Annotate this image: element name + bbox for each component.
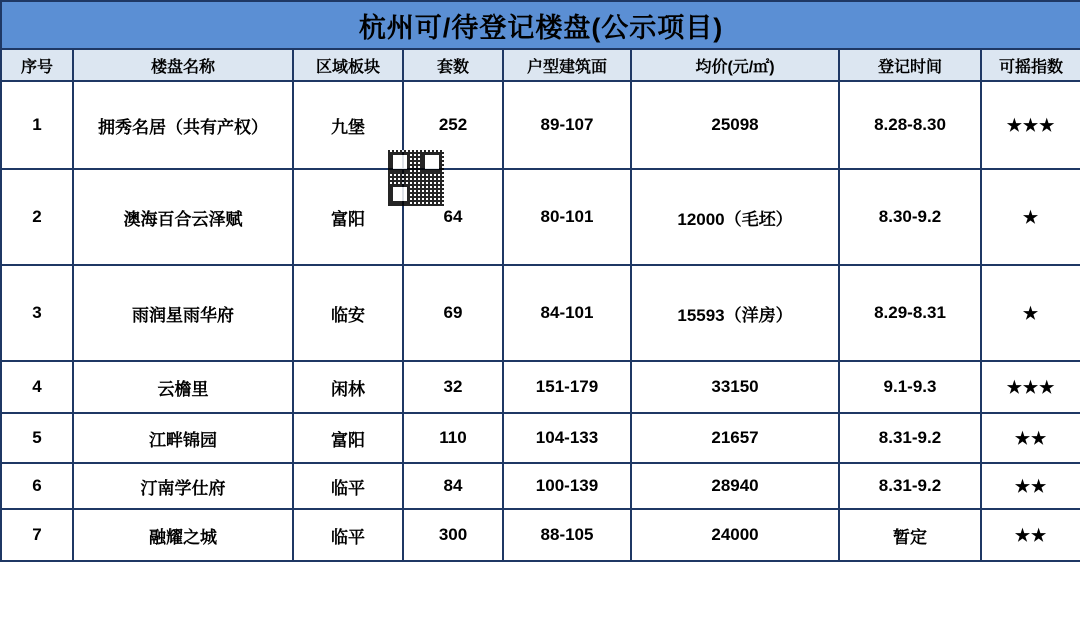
row-stars: ★★★ xyxy=(981,81,1080,169)
row-units: 84 xyxy=(403,463,503,509)
row-name: 云檐里 xyxy=(73,361,293,413)
column-header-units: 套数 xyxy=(403,49,503,81)
row-area: 闲林 xyxy=(293,361,403,413)
row-name: 汀南学仕府 xyxy=(73,463,293,509)
row-units: 300 xyxy=(403,509,503,561)
row-name: 融耀之城 xyxy=(73,509,293,561)
table-row xyxy=(1,463,1080,509)
column-header-index: 序号 xyxy=(1,49,73,81)
row-size: 100-139 xyxy=(503,463,631,509)
row-name: 江畔锦园 xyxy=(73,413,293,463)
row-price: 25098 xyxy=(631,81,839,169)
row-size: 89-107 xyxy=(503,81,631,169)
column-header-area: 区域板块 xyxy=(293,49,403,81)
row-price: 15593（洋房） xyxy=(631,265,839,361)
row-stars: ★★ xyxy=(981,509,1080,561)
row-time: 8.28-8.30 xyxy=(839,81,981,169)
table-row xyxy=(1,265,1080,361)
title-row xyxy=(1,1,1080,49)
qr-finder-pattern xyxy=(390,184,410,204)
qr-code-watermark xyxy=(388,150,444,206)
table-row xyxy=(1,413,1080,463)
row-stars: ★ xyxy=(981,265,1080,361)
row-stars: ★★★ xyxy=(981,361,1080,413)
row-size: 104-133 xyxy=(503,413,631,463)
row-area: 九堡 xyxy=(293,81,403,169)
row-time: 8.30-9.2 xyxy=(839,169,981,265)
row-index: 3 xyxy=(1,265,73,361)
row-units: 69 xyxy=(403,265,503,361)
table-header-row xyxy=(1,49,1080,81)
row-units: 252 xyxy=(403,81,503,169)
row-time: 8.31-9.2 xyxy=(839,413,981,463)
row-area: 临平 xyxy=(293,463,403,509)
table-row xyxy=(1,509,1080,561)
row-units: 110 xyxy=(403,413,503,463)
table-row xyxy=(1,169,1080,265)
column-header-size: 户型建筑面 xyxy=(503,49,631,81)
row-price: 24000 xyxy=(631,509,839,561)
row-area: 富阳 xyxy=(293,413,403,463)
row-stars: ★★ xyxy=(981,463,1080,509)
row-units: 32 xyxy=(403,361,503,413)
row-time: 8.29-8.31 xyxy=(839,265,981,361)
row-index: 6 xyxy=(1,463,73,509)
row-index: 2 xyxy=(1,169,73,265)
row-name: 雨润星雨华府 xyxy=(73,265,293,361)
row-index: 4 xyxy=(1,361,73,413)
row-units: 64 xyxy=(403,169,503,265)
row-index: 5 xyxy=(1,413,73,463)
column-header-stars: 可摇指数 xyxy=(981,49,1080,81)
row-price: 33150 xyxy=(631,361,839,413)
column-header-price: 均价(元/㎡) xyxy=(631,49,839,81)
row-price: 21657 xyxy=(631,413,839,463)
row-size: 88-105 xyxy=(503,509,631,561)
column-header-name: 楼盘名称 xyxy=(73,49,293,81)
row-price: 12000（毛坯） xyxy=(631,169,839,265)
row-index: 7 xyxy=(1,509,73,561)
row-size: 151-179 xyxy=(503,361,631,413)
table-row xyxy=(1,81,1080,169)
row-time: 9.1-9.3 xyxy=(839,361,981,413)
row-name: 拥秀名居（共有产权） xyxy=(73,81,293,169)
row-time: 暂定 xyxy=(839,509,981,561)
table-row xyxy=(1,361,1080,413)
row-name: 澳海百合云泽赋 xyxy=(73,169,293,265)
row-index: 1 xyxy=(1,81,73,169)
row-size: 80-101 xyxy=(503,169,631,265)
row-area: 临安 xyxy=(293,265,403,361)
row-time: 8.31-9.2 xyxy=(839,463,981,509)
row-area: 富阳 xyxy=(293,169,403,265)
page-title: 杭州可/待登记楼盘(公示项目) xyxy=(1,1,1080,49)
row-area: 临平 xyxy=(293,509,403,561)
row-price: 28940 xyxy=(631,463,839,509)
row-stars: ★ xyxy=(981,169,1080,265)
row-stars: ★★ xyxy=(981,413,1080,463)
row-size: 84-101 xyxy=(503,265,631,361)
column-header-time: 登记时间 xyxy=(839,49,981,81)
